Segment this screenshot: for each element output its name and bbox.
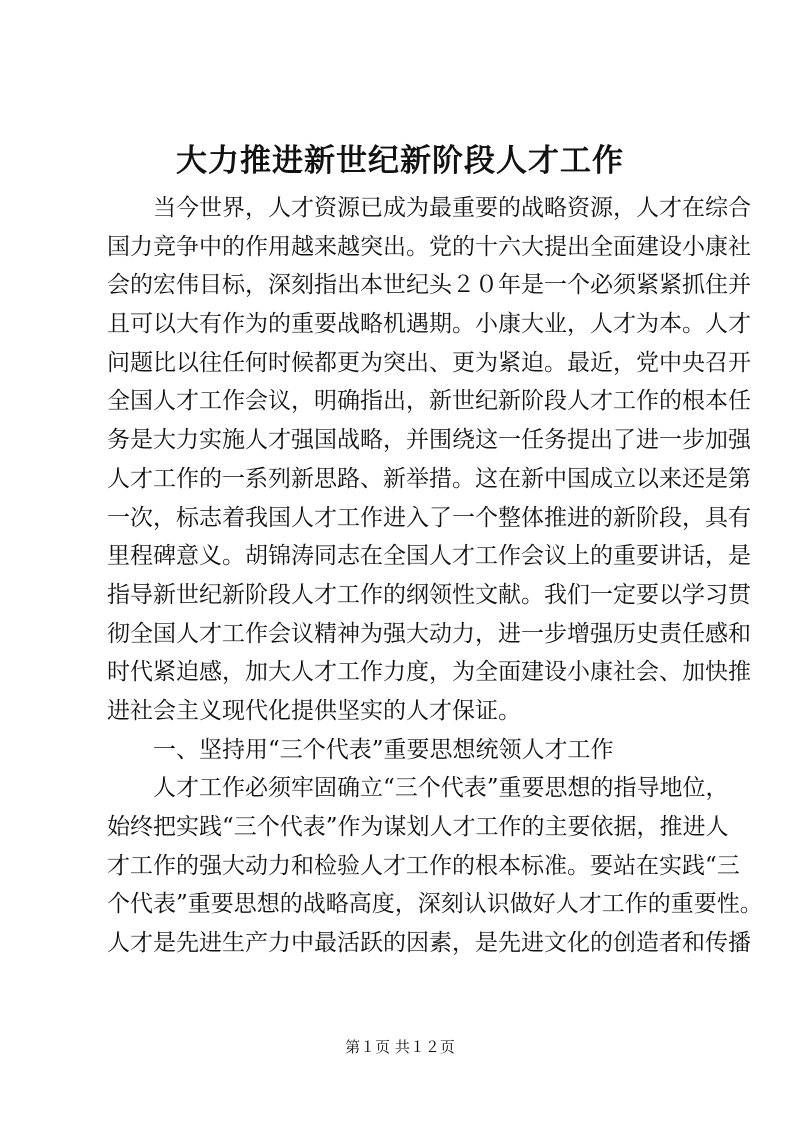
paragraph-line: 人才是先进生产力中最活跃的因素，是先进文化的创造者和传播 [107,930,751,957]
paragraph-line: 指导新世纪新阶段人才工作的纲领性文献。我们一定要以学习贯 [107,581,751,608]
paragraph-line: 且可以大有作为的重要战略机遇期。小康大业，人才为本。人才 [107,311,751,338]
document-title: 大力推进新世纪新阶段人才工作 [176,143,624,179]
paragraph-line: 问题比以往任何时候都更为突出、更为紧迫。最近，党中央召开 [107,349,751,376]
paragraph-line: 里程碑意义。胡锦涛同志在全国人才工作会议上的重要讲话，是 [107,543,751,570]
paragraph-line: 才工作的强大动力和检验人才工作的根本标准。要站在实践“三 [107,852,740,879]
paragraph-line: 进社会主义现代化提供坚实的人才保证。 [107,697,521,724]
paragraph-line: 会的宏伟目标，深刻指出本世纪头２０年是一个必须紧紧抓住并 [107,272,751,299]
paragraph-line: 始终把实践“三个代表”作为谋划人才工作的主要依据，推进人 [107,814,729,840]
page-footer: 第１页 共１２页 [345,1038,455,1056]
paragraph-line: 国力竞争中的作用越来越突出。党的十六大提出全面建设小康社 [107,233,751,260]
paragraph-line: 人才工作必须牢固确立“三个代表”重要思想的指导地位， [153,775,729,802]
document-body [107,189,763,963]
paragraph-line: 时代紧迫感，加大人才工作力度，为全面建设小康社会、加快推 [107,659,751,686]
paragraph-line: 当今世界，人才资源已成为最重要的战略资源，人才在综合 [153,195,751,221]
section-heading: 一、坚持用“三个代表”重要思想统领人才工作 [153,736,614,763]
paragraph-line: 彻全国人才工作会议精神为强大动力，进一步增强历史责任感和 [107,620,751,647]
paragraph-line: 个代表”重要思想的战略高度，深刻认识做好人才工作的重要性。 [107,891,763,918]
paragraph-line: 全国人才工作会议，明确指出，新世纪新阶段人才工作的根本任 [107,388,751,415]
paragraph-line: 一次，标志着我国人才工作进入了一个整体推进的新阶段，具有 [107,504,751,531]
paragraph-line: 务是大力实施人才强国战略，并围绕这一任务提出了进一步加强 [107,427,751,454]
paragraph-line: 人才工作的一系列新思路、新举措。这在新中国成立以来还是第 [107,465,751,492]
